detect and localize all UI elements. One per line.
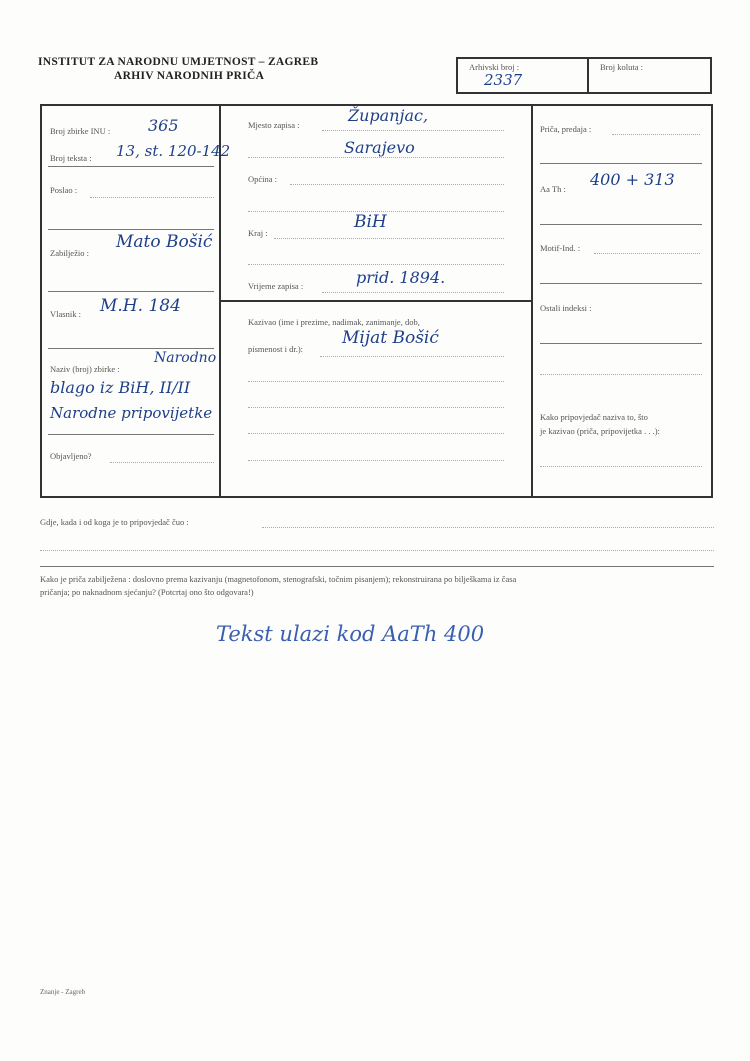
narrator-naming-label-2: je kazivao (priča, pripovijetka . . .):: [540, 426, 660, 436]
printer-credit: Znanje - Zagreb: [40, 988, 86, 996]
municipality-label: Općina :: [248, 174, 278, 184]
archive-number-value: 2337: [484, 71, 523, 89]
reel-number-label: Broj koluta :: [600, 62, 643, 72]
dotted-rule: [248, 460, 504, 461]
aath-label: Aa Th :: [540, 184, 566, 194]
archive-number-label: Arhivski broj :: [469, 62, 520, 72]
narrator-label-2: pismenost i dr.):: [248, 344, 304, 354]
dotted-rule: [110, 462, 214, 463]
rule: [40, 566, 714, 567]
place-value-2: Sarajevo: [344, 138, 415, 157]
dotted-rule: [248, 157, 504, 158]
rule: [540, 224, 702, 225]
rule: [48, 291, 214, 292]
text-number-label: Broj teksta :: [50, 153, 92, 163]
aath-value: 400 + 313: [590, 170, 675, 189]
dotted-rule: [322, 292, 504, 293]
recorder-value: Mato Bošić: [116, 232, 213, 252]
collection-number-label: Broj zbirke INU :: [50, 126, 111, 136]
recorder-label: Zabilježio :: [50, 248, 89, 258]
rule: [540, 163, 702, 164]
place-value-1: Županjac,: [348, 106, 429, 125]
dotted-rule: [262, 527, 714, 528]
region-value: BiH: [354, 212, 387, 232]
dotted-rule: [274, 238, 504, 239]
collection-name-value-3: Narodne pripovijetke: [50, 404, 213, 422]
rule: [48, 229, 214, 230]
dotted-rule: [40, 550, 714, 551]
rule: [48, 434, 214, 435]
column-divider-2: [531, 104, 533, 498]
rule: [48, 166, 214, 167]
narrator-label-1: Kazivao (ime i prezime, nadimak, zanimanje, dob,: [248, 317, 420, 327]
story-type-label: Priča, predaja :: [540, 124, 592, 134]
narrator-naming-label-1: Kako pripovjedač naziva to, što: [540, 412, 648, 422]
dotted-rule: [540, 466, 702, 467]
other-indexes-label: Ostali indeksi :: [540, 303, 592, 313]
collection-name-label: Naziv (broj) zbirke :: [50, 364, 120, 374]
archive-title: ARHIV NARODNIH PRIČA: [114, 70, 265, 82]
rule: [540, 283, 702, 284]
section-divider: [221, 300, 531, 302]
collection-name-value-2: blago iz BiH, II/II: [50, 378, 191, 397]
box-divider: [587, 57, 589, 94]
dotted-rule: [322, 130, 504, 131]
owner-value: M.H. 184: [100, 296, 181, 316]
footnote-line-1: Kako je priča zabilježena : doslovno prema kazivanju (magnetofonom, stenografski, točnim pisanjem); rekonstruirana po bilješkama iz časa: [40, 574, 517, 584]
rule: [48, 348, 214, 349]
dotted-rule: [594, 253, 700, 254]
rule: [540, 343, 702, 344]
collection-name-value-1: Narodno: [154, 350, 217, 366]
text-number-value: 13, st. 120-142: [116, 142, 231, 160]
narrator-value: Mijat Bošić: [342, 328, 439, 348]
dotted-rule: [248, 381, 504, 382]
record-time-label: Vrijeme zapisa :: [248, 281, 304, 291]
footnote-line-2: pričanja; po naknadnom sjećanju? (Potcrtaj ono što odgovara!): [40, 587, 254, 597]
region-label: Kraj :: [248, 228, 268, 238]
handwritten-note: Tekst ulazi kod AaTh 400: [216, 622, 485, 646]
dotted-rule: [248, 264, 504, 265]
motif-index-label: Motif-Ind. :: [540, 243, 581, 253]
dotted-rule: [540, 374, 702, 375]
record-time-value: prid. 1894.: [356, 268, 446, 287]
dotted-rule: [612, 134, 700, 135]
sender-label: Poslao :: [50, 185, 78, 195]
dotted-rule: [248, 433, 504, 434]
owner-label: Vlasnik :: [50, 309, 81, 319]
where-when-label: Gdje, kada i od koga je to pripovjedač čuo :: [40, 517, 189, 527]
collection-number-value: 365: [148, 116, 179, 135]
institute-title: INSTITUT ZA NARODNU UMJETNOST – ZAGREB: [38, 56, 319, 68]
dotted-rule: [90, 197, 214, 198]
dotted-rule: [320, 356, 504, 357]
published-label: Objavljeno?: [50, 451, 92, 461]
dotted-rule: [290, 184, 504, 185]
dotted-rule: [248, 407, 504, 408]
place-label: Mjesto zapisa :: [248, 120, 300, 130]
